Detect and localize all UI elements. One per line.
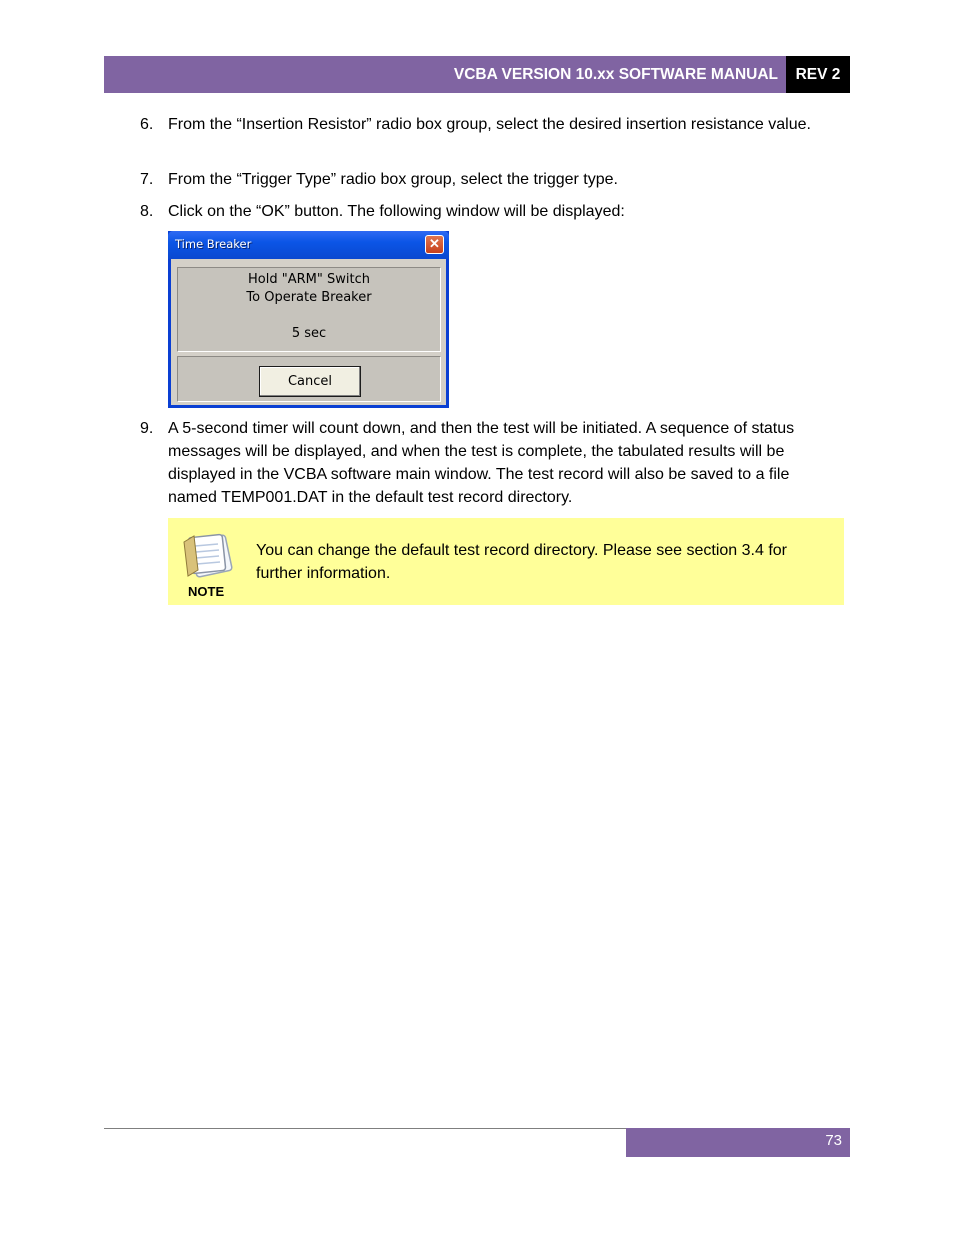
step-number: 8. xyxy=(140,203,154,220)
step-6 xyxy=(140,113,840,159)
close-icon[interactable]: ✕ xyxy=(425,235,444,254)
instruction-line-1: Hold "ARM" Switch xyxy=(248,272,370,287)
dialog-body xyxy=(171,259,446,405)
step-number: 6. xyxy=(140,116,154,133)
step-7 xyxy=(140,168,840,191)
page-number: 73 xyxy=(825,1132,842,1149)
step-number: 9. xyxy=(140,420,154,437)
cancel-button[interactable]: Cancel xyxy=(259,366,361,397)
step-text: From the “Trigger Type” radio box group, select the trigger type. xyxy=(168,171,618,188)
manual-title: VCBA VERSION 10.xx SOFTWARE MANUAL xyxy=(453,66,778,83)
notepad-icon xyxy=(178,522,238,582)
message-panel xyxy=(177,267,441,352)
button-panel xyxy=(177,356,441,402)
header-bar xyxy=(104,56,786,93)
step-text: From the “Insertion Resistor” radio box group, select the desired insertion resistance value. xyxy=(168,116,811,133)
revision-badge: REV 2 xyxy=(786,56,850,93)
step-8 xyxy=(140,200,840,223)
page-number-box xyxy=(626,1128,850,1157)
note-box xyxy=(168,518,844,605)
step-number: 7. xyxy=(140,171,154,188)
dialog-titlebar[interactable] xyxy=(168,231,449,259)
dialog-title: Time Breaker xyxy=(175,237,252,251)
step-9 xyxy=(140,417,840,509)
note-label: NOTE xyxy=(188,584,225,599)
time-breaker-dialog xyxy=(168,231,449,408)
instruction-line-2: To Operate Breaker xyxy=(246,290,372,305)
step-text: Click on the “OK” button. The following window will be displayed: xyxy=(168,203,625,220)
countdown-text: 5 sec xyxy=(291,326,327,341)
note-text: You can change the default test record directory. Please see section 3.4 for further information. xyxy=(256,542,787,582)
step-text: A 5-second timer will count down, and then the test will be initiated. A sequence of status messages will be displayed, and when the test is complete, the tabulated results will be displayed in the VCBA software main window. The test record will also be saved to a file named TEMP001.DAT in the default test record directory. xyxy=(168,420,795,506)
